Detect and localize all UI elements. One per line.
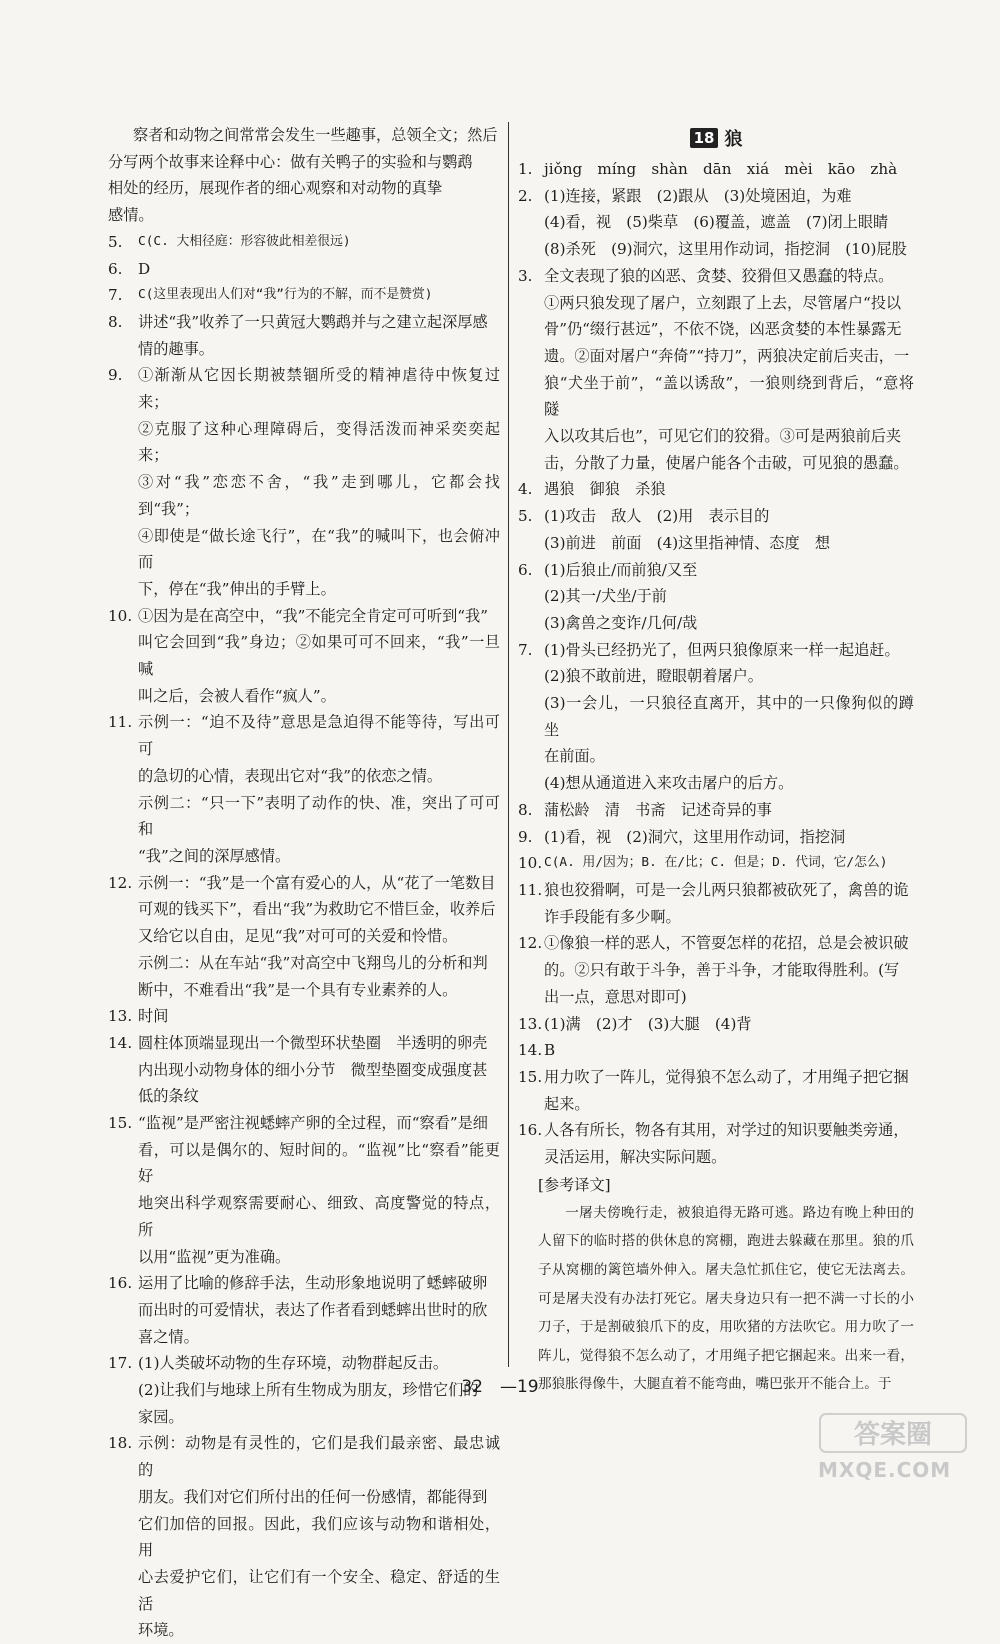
left-answer-list	[108, 229, 500, 1644]
answer-line: 圆柱体顶端显现出一个微型环状垫圈 半透明的卵壳	[138, 1033, 488, 1052]
answer-line: 低的条纹	[138, 1087, 199, 1106]
answer-line: 时间	[138, 1007, 169, 1026]
answer-number: 11.	[108, 713, 133, 732]
answer-text	[138, 1003, 500, 1030]
answer-line: D	[138, 259, 151, 278]
answer-line: 灵活运用，解决实际问题。	[544, 1148, 727, 1167]
answer-line: 示例二：从在车站“我”对高空中飞翔鸟儿的分析和判	[138, 953, 488, 972]
answer-number: 10.	[518, 854, 543, 873]
answer-line: 示例：动物是有灵性的，它们是我们最亲密、最忠诚的	[138, 1434, 500, 1480]
answer-item	[108, 709, 500, 869]
answer-item	[518, 183, 914, 263]
page-number: 32 —19	[461, 1377, 539, 1397]
answer-line: 击，分散了力量，使屠户能各个击破，可见狼的愚蠢。	[544, 453, 909, 472]
answer-line: 情的趣事。	[138, 339, 214, 358]
answer-line: (1)看，视 (2)洞穴，这里用作动词，指挖洞	[544, 827, 846, 846]
answer-text	[544, 183, 914, 263]
answer-item	[108, 1430, 500, 1644]
answer-text	[138, 709, 500, 869]
answer-line: 心去爱护它们，让它们有一个安全、稳定、舒适的生活	[138, 1567, 500, 1613]
answer-line: ①像狼一样的恶人，不管耍怎样的花招，总是会被识破	[544, 934, 909, 953]
answer-line: 在前面。	[544, 747, 605, 766]
answer-line: ④即使是“做长途飞行”，在“我”的喊叫下，也会俯冲而	[138, 526, 500, 572]
answer-line: 喜之情。	[138, 1327, 199, 1346]
answer-line: C(A. 用/因为；B. 在/比；C. 但是；D. 代词，它/怎么)	[544, 855, 888, 871]
answer-line: (3)一会儿，一只狼径直离开，其中的一只像狗似的蹲坐	[544, 694, 914, 739]
answer-line: 环境。	[138, 1621, 184, 1640]
answer-text	[138, 309, 500, 362]
answer-item	[108, 229, 500, 256]
answer-number: 14.	[108, 1033, 133, 1052]
answer-number: 13.	[108, 1007, 133, 1026]
answer-line: (8)杀死 (9)洞穴，这里用作动词，指挖洞 (10)屁股	[544, 240, 907, 259]
answer-text	[138, 870, 500, 1004]
answer-item	[518, 1011, 914, 1038]
answer-text	[138, 1110, 500, 1270]
answer-line: ①渐渐从它因长期被禁锢所受的精神虐待中恢复过来；	[138, 366, 500, 412]
answer-line: (1)连接，紧跟 (2)跟从 (3)处境困迫，为难	[544, 186, 852, 205]
answer-line: 地突出科学观察需要耐心、细致、高度警觉的特点，所	[138, 1194, 500, 1239]
answer-line: “我”之间的深厚感情。	[138, 846, 291, 865]
answer-number: 12.	[518, 934, 543, 953]
answer-line: 狼“犬坐于前”，“盖以诱敌”，一狼则绕到背后，“意将隧	[544, 373, 914, 419]
answer-line: (3)前进 前面 (4)这里指神情、态度 想	[544, 533, 831, 552]
answer-number: 7.	[108, 286, 123, 305]
answer-line: (2)狼不敢前进，瞪眼朝着屠户。	[544, 667, 763, 686]
answer-text	[544, 797, 914, 824]
reference-translation-label: [参考译文]	[538, 1175, 611, 1194]
answer-line: 下，停在“我”伸出的手臂上。	[138, 579, 336, 598]
answer-line: (2)其一/犬坐/于前	[544, 587, 667, 606]
answer-line: (1)满 (2)才 (3)大腿 (4)背	[544, 1014, 752, 1033]
answer-text	[544, 824, 914, 851]
answer-item	[518, 930, 914, 1010]
answer-number: 13.	[518, 1014, 543, 1033]
answer-line: 讲述“我”收养了一只黄冠大鹦鹉并与之建立起深厚感	[138, 312, 488, 331]
answer-line: 诈手段能有多少啊。	[544, 907, 681, 926]
column-divider	[508, 122, 509, 1367]
answer-line: “监视”是严密注视蟋蟀产卵的全过程，而“察看”是细	[138, 1114, 488, 1133]
answer-line: 可观的钱买下”，看出“我”为救助它不惜巨金，收养后	[138, 900, 496, 919]
answer-line: 的急切的心情，表现出它对“我”的依恋之情。	[138, 766, 443, 785]
answer-item	[518, 1064, 914, 1117]
answer-text	[544, 557, 914, 637]
answer-number: 3.	[518, 266, 533, 285]
answer-line: (1)骨头已经扔光了，但两只狼像原来一样一起追赶。	[544, 640, 900, 659]
answer-line: 它们加倍的回报。因此，我们应该与动物和谐相处，用	[138, 1514, 500, 1560]
answer-item	[108, 1270, 500, 1350]
left-column	[108, 122, 500, 1644]
answer-line: 示例一：“我”是一个富有爱心的人，从“花了一笔数目	[138, 873, 496, 892]
answer-text	[138, 603, 500, 710]
right-column	[518, 122, 914, 1399]
answer-item	[518, 476, 914, 503]
answer-item	[518, 557, 914, 637]
answer-line: jiǒng míng shàn dān xiá mèi kāo zhà	[544, 160, 898, 178]
answer-line: 看，可以是偶尔的、短时间的。“监视”比“察看”能更好	[138, 1140, 500, 1186]
watermark-url: MXQE.COM	[818, 1458, 952, 1482]
answer-line: 以用“监视”更为准确。	[138, 1247, 291, 1266]
answer-number: 5.	[518, 507, 533, 526]
intro-line: 察者和动物之间常常会发生一些趣事，总领全文；然后	[133, 126, 498, 144]
section-heading	[518, 122, 914, 154]
section-number-badge: 18	[690, 128, 719, 148]
answer-text	[544, 1064, 914, 1117]
answer-number: 8.	[518, 800, 533, 819]
watermark-logo-text: 答案圈	[853, 1420, 933, 1450]
answer-number: 15.	[108, 1114, 133, 1133]
answer-line: 出一点，意思对即可)	[544, 987, 687, 1006]
answer-line: 叫它会回到“我”身边；②如果可可不回来，“我”一旦喊	[138, 633, 500, 679]
answer-line: 用力吹了一阵儿，觉得狼不怎么动了，才用绳子把它捆	[544, 1067, 909, 1086]
answer-line: ③对“我”恋恋不舍，“我”走到哪儿，它都会找到“我”；	[138, 473, 500, 518]
intro-line: 相处的经历，展现作者的细心观察和对动物的真挚	[108, 179, 443, 198]
intro-line: 感情。	[108, 206, 154, 225]
answer-item	[108, 1003, 500, 1030]
answer-text	[544, 1011, 914, 1038]
answer-line: (2)让我们与地球上所有生物成为朋友，珍惜它们的	[138, 1381, 479, 1400]
answer-text	[138, 229, 500, 256]
watermark-logo-icon	[818, 1408, 968, 1456]
answer-line: 骨”仍“缀行甚远”，不依不饶，凶恶贪婪的本性暴露无	[544, 320, 902, 339]
answer-number: 16.	[518, 1121, 543, 1140]
answer-line: 遇狼 御狼 杀狼	[544, 480, 666, 499]
answer-line: 叫之后，会被人看作“疯人”。	[138, 686, 336, 705]
answer-text	[138, 1030, 500, 1110]
answer-item	[108, 309, 500, 362]
answer-line: 蒲松龄 清 书斋 记述奇异的事	[544, 800, 772, 819]
right-answer-list	[518, 156, 914, 1171]
answer-line: 家园。	[138, 1407, 184, 1426]
answer-number: 16.	[108, 1274, 133, 1293]
answer-line: ②克服了这种心理障碍后，变得活泼而神采奕奕起来；	[138, 419, 500, 465]
answer-item	[518, 797, 914, 824]
answer-number: 4.	[518, 480, 533, 499]
answer-line: (1)人类破坏动物的生存环境，动物群起反击。	[138, 1354, 449, 1373]
answer-text	[138, 282, 500, 309]
answer-text	[138, 1270, 500, 1350]
answer-line: C(这里表现出人们对“我”行为的不解，而不是赞赏)	[138, 287, 433, 303]
answer-item	[108, 1110, 500, 1270]
answer-number: 15.	[518, 1067, 543, 1086]
answer-item	[518, 877, 914, 930]
answer-line: 而出时的可爱情状，表达了作者看到蟋蟀出世时的欣	[138, 1300, 488, 1319]
intro-paragraph	[108, 122, 500, 229]
answer-line: 示例二：“只一下”表明了动作的快、准，突出了可可和	[138, 793, 500, 839]
answer-line: B	[544, 1041, 556, 1060]
answer-item	[108, 870, 500, 1004]
answer-item	[108, 1030, 500, 1110]
answer-line: ①因为是在高空中，“我”不能完全肯定可可听到“我”	[138, 606, 488, 625]
answer-text	[544, 476, 914, 503]
answer-text	[544, 263, 914, 477]
answer-number: 9.	[108, 366, 123, 385]
answer-number: 11.	[518, 880, 543, 899]
section-title: 狼	[724, 129, 743, 150]
answer-number: 6.	[518, 560, 533, 579]
answer-number: 5.	[108, 232, 123, 251]
answer-line: 示例一：“迫不及待”意思是急迫得不能等待，写出可可	[138, 713, 500, 759]
answer-line: (1)攻击 敌人 (2)用 表示目的	[544, 507, 770, 526]
answer-line: 入以攻其后也”，可见它们的狡猾。③可是两狼前后夹	[544, 427, 902, 446]
reference-translation-text: 一屠夫傍晚行走，被狼追得无路可逃。路边有晚上种田的人留下的临时搭的供休息的窝棚，跑进去躲藏在那里。狼的爪子从窝棚的篱笆墙外伸入。屠夫急忙抓住它，使它无法离去。可是屠夫没有办法打死它。屠夫身边只有一把不满一寸长的小刀子，于是割破狼爪下的皮，用吹猪的方法吹它。用力吹了一阵儿，觉得狼不怎么动了，才用绳子把它捆起来。出来一看，那狼胀得像牛，大腿直着不能弯曲，嘴巴张开不能合上。于	[538, 1204, 914, 1393]
answer-number: 7.	[518, 640, 533, 659]
answer-line: ①两只狼发现了屠户，立刻跟了上去，尽管屠户“投以	[544, 293, 902, 312]
answer-text	[544, 1117, 914, 1170]
answer-text	[544, 156, 914, 183]
answer-number: 9.	[518, 827, 533, 846]
answer-number: 17.	[108, 1354, 133, 1373]
answer-line: (4)看，视 (5)柴草 (6)覆盖，遮盖 (7)闭上眼睛	[544, 213, 889, 232]
answer-line: C(C. 大相径庭：形容彼此相差很远)	[138, 233, 351, 249]
answer-item	[108, 282, 500, 309]
answer-line: (3)禽兽之变诈/几何/哉	[544, 613, 698, 632]
answer-text	[544, 503, 914, 556]
answer-line: (1)后狼止/而前狼/又至	[544, 560, 698, 579]
answer-number: 6.	[108, 259, 123, 278]
answer-line: 狼也狡猾啊，可是一会儿两只狼都被砍死了，禽兽的诡	[544, 880, 909, 899]
answer-number: 1.	[518, 160, 533, 178]
answer-text	[544, 930, 914, 1010]
answer-item	[108, 603, 500, 710]
answer-item	[518, 637, 914, 797]
answer-number: 18.	[108, 1434, 133, 1453]
answer-item	[518, 1117, 914, 1170]
answer-item	[518, 824, 914, 851]
answer-text	[138, 256, 500, 283]
answer-line: 起来。	[544, 1094, 590, 1113]
answer-number: 8.	[108, 312, 123, 331]
answer-item	[108, 362, 500, 602]
answer-text	[138, 362, 500, 602]
answer-item	[518, 1037, 914, 1064]
answer-item	[108, 256, 500, 283]
answer-line: 的。②只有敢于斗争，善于斗争，才能取得胜利。(写	[544, 961, 900, 980]
answer-line: 人各有所长，物各有其用，对学过的知识要触类旁通，	[544, 1121, 909, 1140]
answer-number: 12.	[108, 873, 133, 892]
answer-item	[518, 503, 914, 556]
answer-line: 内出现小动物身体的细小分节 微型垫圈变成强度甚	[138, 1060, 488, 1079]
answer-line: 朋友。我们对它们所付出的任何一份感情，都能得到	[138, 1487, 488, 1506]
intro-line: 分写两个故事来诠释中心：做有关鸭子的实验和与鹦鹉	[108, 152, 473, 171]
answer-line: (4)想从通道进入来攻击屠户的后方。	[544, 774, 794, 793]
answer-number: 10.	[108, 606, 133, 625]
answer-text	[544, 1037, 914, 1064]
answer-number: 14.	[518, 1041, 543, 1060]
answer-item	[518, 263, 914, 477]
answer-number: 2.	[518, 186, 533, 205]
answer-line: 遗。②面对屠户“奔倚”“持刀”，两狼决定前后夹击，一	[544, 346, 910, 365]
answer-line: 又给它以自由，足见“我”对可可的关爱和怜惜。	[138, 927, 458, 946]
answer-line: 断中，不难看出“我”是一个具有专业素养的人。	[138, 980, 458, 999]
answer-item	[518, 156, 914, 183]
answer-text	[544, 637, 914, 797]
answer-text	[544, 877, 914, 930]
answer-item	[518, 850, 914, 877]
answer-line: 全文表现了狼的凶恶、贪婪、狡猾但又愚蠢的特点。	[544, 266, 894, 285]
answer-text	[138, 1430, 500, 1644]
answer-text	[544, 850, 914, 877]
answer-line: 运用了比喻的修辞手法，生动形象地说明了蟋蟀破卵	[138, 1274, 488, 1293]
